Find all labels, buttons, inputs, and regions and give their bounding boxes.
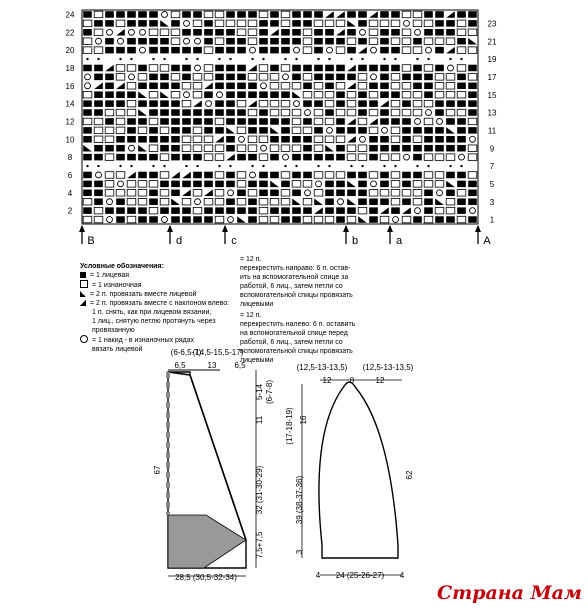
legend-text: 1 лиц., снятую петлю протянуть через xyxy=(92,318,216,325)
row-number-left: 12 xyxy=(65,117,75,127)
row-number-left: 8 xyxy=(67,153,73,163)
cable-legend-line: вспомогательной спицы провязать xyxy=(240,348,353,355)
front-right-value: 7,5+7,5 xyxy=(255,531,264,559)
cable-legend-line: вспомогательной спицы провязать xyxy=(240,292,353,299)
row-number-left: 16 xyxy=(65,81,75,91)
sleeve-left-value: 3 xyxy=(295,549,304,555)
front-top-value: 13 xyxy=(207,361,217,370)
row-number-left: 6 xyxy=(67,171,73,181)
sleeve-right-height: 62 xyxy=(405,470,414,480)
front-right-value: 11 xyxy=(255,415,264,425)
row-number-left: 22 xyxy=(65,28,75,38)
front-shaded-area xyxy=(168,515,246,568)
front-right-value: (6-7-8) xyxy=(265,379,274,405)
cable-legend-line: работой, 6 лиц., затем петли со xyxy=(240,339,343,346)
sleeve-top-size-b: (12,5-13-13,5) xyxy=(362,363,414,372)
sleeve-top-value: 12 xyxy=(322,376,332,385)
row-number-right: 21 xyxy=(487,37,497,47)
cable-legend-line: ить на вспомогательной спице за xyxy=(240,274,349,281)
front-right-value: 32 (31-30-29) xyxy=(255,465,264,515)
cable-legend-line: = 12 п. xyxy=(240,256,262,263)
legend-text: вязать лицевой xyxy=(92,346,143,353)
row-number-left: 14 xyxy=(65,99,75,109)
sleeve-outline xyxy=(319,382,398,558)
watermark: Страна Мам xyxy=(436,582,582,604)
cable-legend-line: лицевыми xyxy=(240,357,274,364)
legend-title: Условные обозначения: xyxy=(80,263,164,270)
cable-legend-line: на вспомогательной спице перед xyxy=(240,330,348,337)
marker-label: d xyxy=(175,235,183,247)
legend-text: = 1 накид - в изнаночных рядах xyxy=(92,337,195,344)
sleeve-top-value: 8 xyxy=(349,376,355,385)
sleeve-left-value: (17-18-19) xyxy=(285,407,294,445)
legend-text: = 2 п. провязать вместе с наклоном влево: xyxy=(90,300,230,307)
front-top-size-b: (14,5-15,5-17) xyxy=(192,348,244,357)
cable-legend-line: перекрестить налево: 6 п. оставить xyxy=(240,321,356,328)
front-top-value: 6,5 xyxy=(174,361,186,370)
row-number-right: 5 xyxy=(489,179,495,189)
marker-label: b xyxy=(351,235,359,247)
row-number-left: 24 xyxy=(65,10,75,20)
legend-text: = 1 изнаночная xyxy=(92,282,142,289)
row-number-right: 17 xyxy=(487,72,497,82)
row-number-right: 11 xyxy=(487,126,497,136)
row-number-right: 1 xyxy=(489,215,495,225)
row-number-right: 19 xyxy=(487,55,497,65)
cable-legend-line: = 12 п. xyxy=(240,312,262,319)
row-number-left: 4 xyxy=(67,188,73,198)
cable-legend-line: лицевыми xyxy=(240,301,274,308)
front-left-height: 67 xyxy=(153,465,162,475)
row-number-left: 20 xyxy=(65,46,75,56)
row-number-left: 10 xyxy=(65,135,75,145)
marker-label: c xyxy=(231,235,237,247)
front-top-value: 6,5 xyxy=(234,361,246,370)
cable-legend-line: работой, 6 лиц., затем петли со xyxy=(240,283,343,290)
front-bottom-value: 28,5 (30,5-32-34) xyxy=(175,573,237,582)
row-number-right: 3 xyxy=(489,197,495,207)
sleeve-left-value: 16 xyxy=(299,415,308,425)
cable-legend-line: перекрестить направо: 6 п. остав- xyxy=(240,265,351,272)
marker-label: A xyxy=(483,235,491,247)
sleeve-left-value: 39 (38-37-36) xyxy=(295,475,304,525)
front-top-size-a: (6-6,5-7) xyxy=(170,348,202,357)
row-number-right: 7 xyxy=(489,162,495,172)
row-number-right: 13 xyxy=(487,108,497,118)
sleeve-top-size-a: (12,5-13-13,5) xyxy=(296,363,348,372)
legend-text: = 2 п. провязать вместе лицевой xyxy=(90,291,197,298)
sleeve-top-value: 12 xyxy=(375,376,385,385)
sleeve-bottom-value: 4 xyxy=(315,571,321,580)
legend-text: провязанную xyxy=(92,327,135,334)
row-number-left: 18 xyxy=(65,64,75,74)
row-number-right: 9 xyxy=(489,144,495,154)
marker-label: a xyxy=(395,235,403,247)
front-right-value: 5-14 xyxy=(255,383,264,401)
row-number-right: 23 xyxy=(487,19,497,29)
sleeve-bottom-value: 4 xyxy=(399,571,405,580)
sleeve-bottom-value: 24 (25-26-27) xyxy=(335,571,385,580)
legend-text: 1 п. снять, как при лицевом вязании, xyxy=(92,309,212,316)
row-number-right: 15 xyxy=(487,90,497,100)
row-number-left: 2 xyxy=(67,206,73,216)
marker-label: B xyxy=(87,235,95,247)
legend-text: = 1 лицевая xyxy=(90,272,130,279)
